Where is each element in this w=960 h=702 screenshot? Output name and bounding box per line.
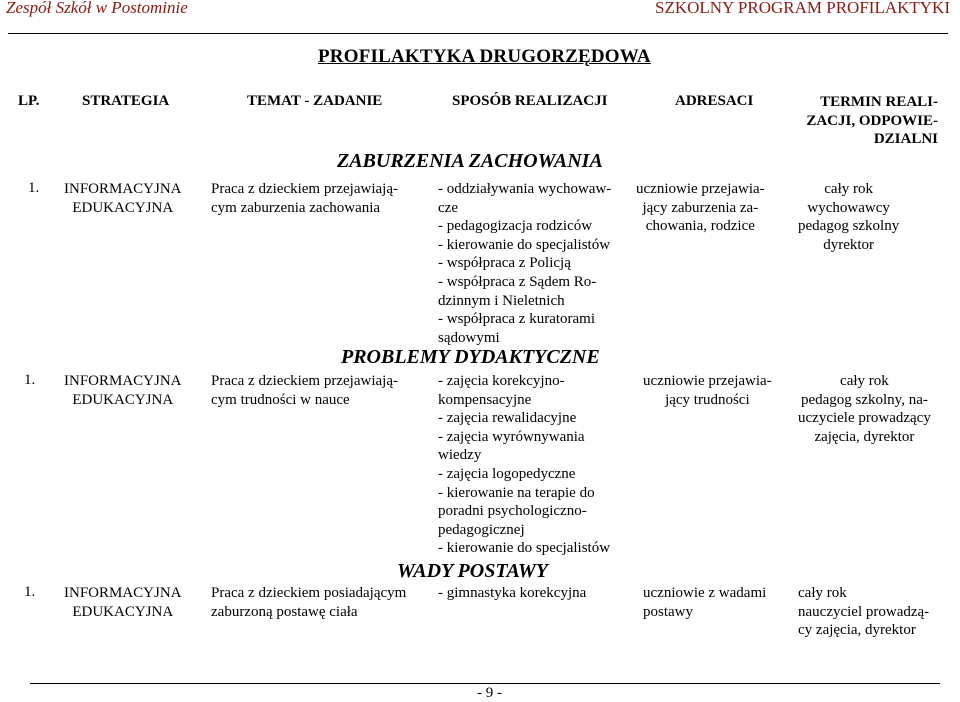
school-name: Zespół Szkół w Postominie <box>6 0 188 17</box>
row-number: 1. <box>24 584 36 600</box>
section-heading-problemy: PROBLEMY DYDAKTYCZNE <box>341 346 600 368</box>
row-sposob: - oddziaływania wychowaw- cze - pedagogizacja rodziców - kierowanie do specjalistów - współpraca z Policją - współpraca z Sądem Ro- dzinnym i Nieletnich - współpraca z kuratorami sądowymi <box>438 181 612 346</box>
row-sposob: - zajęcia korekcyjno- kompensacyjne - zajęcia rewalidacyjne - zajęcia wyrównywania wiedzy - zajęcia logopedyczne - kierowanie na terapie do poradni psychologiczno- pedagogicznej - kierowanie do specjalistów <box>438 373 611 557</box>
row-termin: cały rok nauczyciel prowadzą- cy zajęcia, dyrektor <box>798 585 930 639</box>
column-header-lp: LP. <box>18 93 40 109</box>
row-temat: Praca z dzieckiem przejawiają- cym zaburzenia zachowania <box>211 181 398 216</box>
row-number: 1. <box>28 180 40 196</box>
footer-divider <box>30 683 940 684</box>
column-header-termin: TERMIN REALI- ZACJI, ODPOWIE- DZIALNI <box>806 94 938 148</box>
row-strategia: INFORMACYJNA EDUKACYJNA <box>64 181 182 216</box>
column-header-adresaci: ADRESACI <box>675 93 754 109</box>
row-number: 1. <box>24 372 36 388</box>
row-temat: Praca z dzieckiem przejawiają- cym trudności w nauce <box>211 373 398 408</box>
page-number: - 9 - <box>477 685 502 701</box>
row-adresaci: uczniowie z wadami postawy <box>643 585 767 620</box>
section-heading-wady: WADY POSTAWY <box>397 560 548 582</box>
row-termin: cały rok wychowawcy pedagog szkolny dyrektor <box>798 181 900 253</box>
row-temat: Praca z dzieckiem posiadającym zaburzoną postawę ciała <box>211 585 407 620</box>
row-sposob: - gimnastyka korekcyjna <box>438 585 587 601</box>
column-header-temat: TEMAT - ZADANIE <box>247 93 383 109</box>
page-title: PROFILAKTYKA DRUGORZĘDOWA <box>318 46 651 67</box>
column-header-sposob: SPOSÓB REALIZACJI <box>452 93 608 109</box>
row-termin: cały rok pedagog szkolny, na- uczyciele prowadzący zajęcia, dyrektor <box>798 373 931 445</box>
row-adresaci: uczniowie przejawia- jący zaburzenia za- chowania, rodzice <box>636 181 765 235</box>
header-divider <box>8 33 948 34</box>
row-strategia: INFORMACYJNA EDUKACYJNA <box>64 585 182 620</box>
row-strategia: INFORMACYJNA EDUKACYJNA <box>64 373 182 408</box>
column-header-strategia: STRATEGIA <box>82 93 170 109</box>
section-heading-zaburzenia: ZABURZENIA ZACHOWANIA <box>337 150 603 172</box>
program-name: SZKOLNY PROGRAM PROFILAKTYKI <box>654 0 950 17</box>
row-adresaci: uczniowie przejawia- jący trudności <box>643 373 772 408</box>
